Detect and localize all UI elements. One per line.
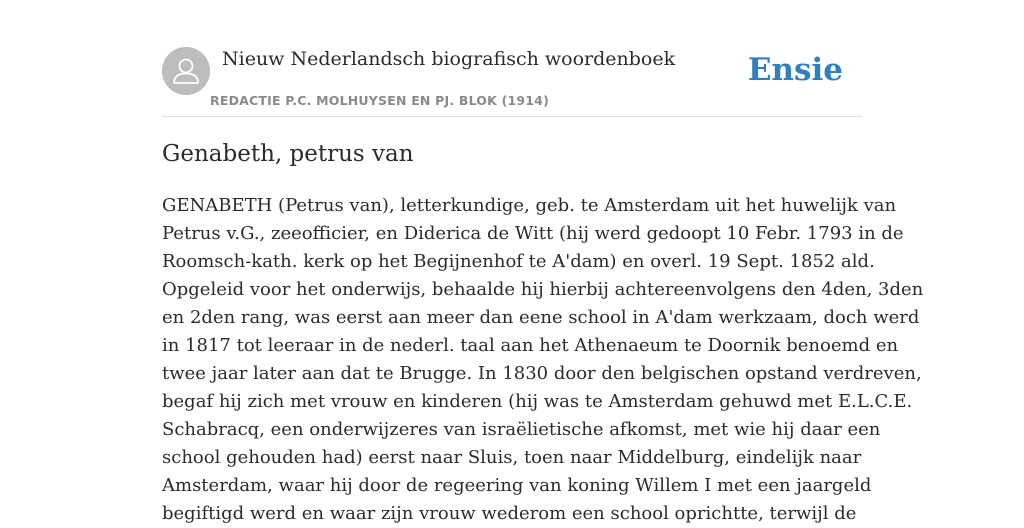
- entry-text-line: en 2den rang, was eerst aan meer dan eene school in A'dam werkzaam, doch werd: [162, 307, 920, 328]
- entry-text-line: Amsterdam, waar hij door de regeering van koning Willem I met een jaargeld: [162, 475, 872, 496]
- entry-text-line: Opgeleid voor het onderwijs, behaalde hij hierbij achtereenvolgens den 4den, 3den: [162, 279, 924, 300]
- entry-text-line: begiftigd werd en waar zijn vrouw wederom een school oprichtte, terwijl de: [162, 503, 857, 524]
- source-header: [162, 46, 862, 117]
- entry-title: Genabeth, petrus van: [162, 141, 414, 167]
- user-silhouette-icon: [162, 47, 210, 95]
- entry-text-line: begaf hij zich met vrouw en kinderen (hij was te Amsterdam gehuwd met E.L.C.E.: [162, 391, 913, 412]
- entry-body: [162, 192, 924, 528]
- entry-text-line: twee jaar later aan dat te Brugge. In 1830 door den belgischen opstand verdreven,: [162, 363, 922, 384]
- entry-text-line: Roomsch-kath. kerk op het Begijnenhof te A'dam) en overl. 19 Sept. 1852 ald.: [162, 251, 875, 272]
- entry-text-line: Petrus v.G., zeeofficier, en Diderica de Witt (hij werd gedoopt 10 Febr. 1793 in de: [162, 223, 904, 244]
- ensie-logo[interactable]: Ensie: [747, 52, 843, 88]
- entry-text-line: school gehouden had) eerst naar Sluis, toen naar Middelburg, eindelijk naar: [162, 447, 862, 468]
- source-editors: REDACTIE P.C. MOLHUYSEN EN PJ. BLOK (1914): [210, 93, 549, 108]
- entry-text-line: in 1817 tot leeraar in de nederl. taal aan het Athenaeum te Doornik benoemd en: [162, 335, 899, 356]
- entry-text-line: GENABETH (Petrus van), letterkundige, geb. te Amsterdam uit het huwelijk van: [162, 195, 897, 216]
- entry-text-line: Schabracq, een onderwijzeres van israëlietische afkomst, met wie hij daar een: [162, 419, 881, 440]
- source-title[interactable]: Nieuw Nederlandsch biografisch woordenboek: [222, 48, 676, 70]
